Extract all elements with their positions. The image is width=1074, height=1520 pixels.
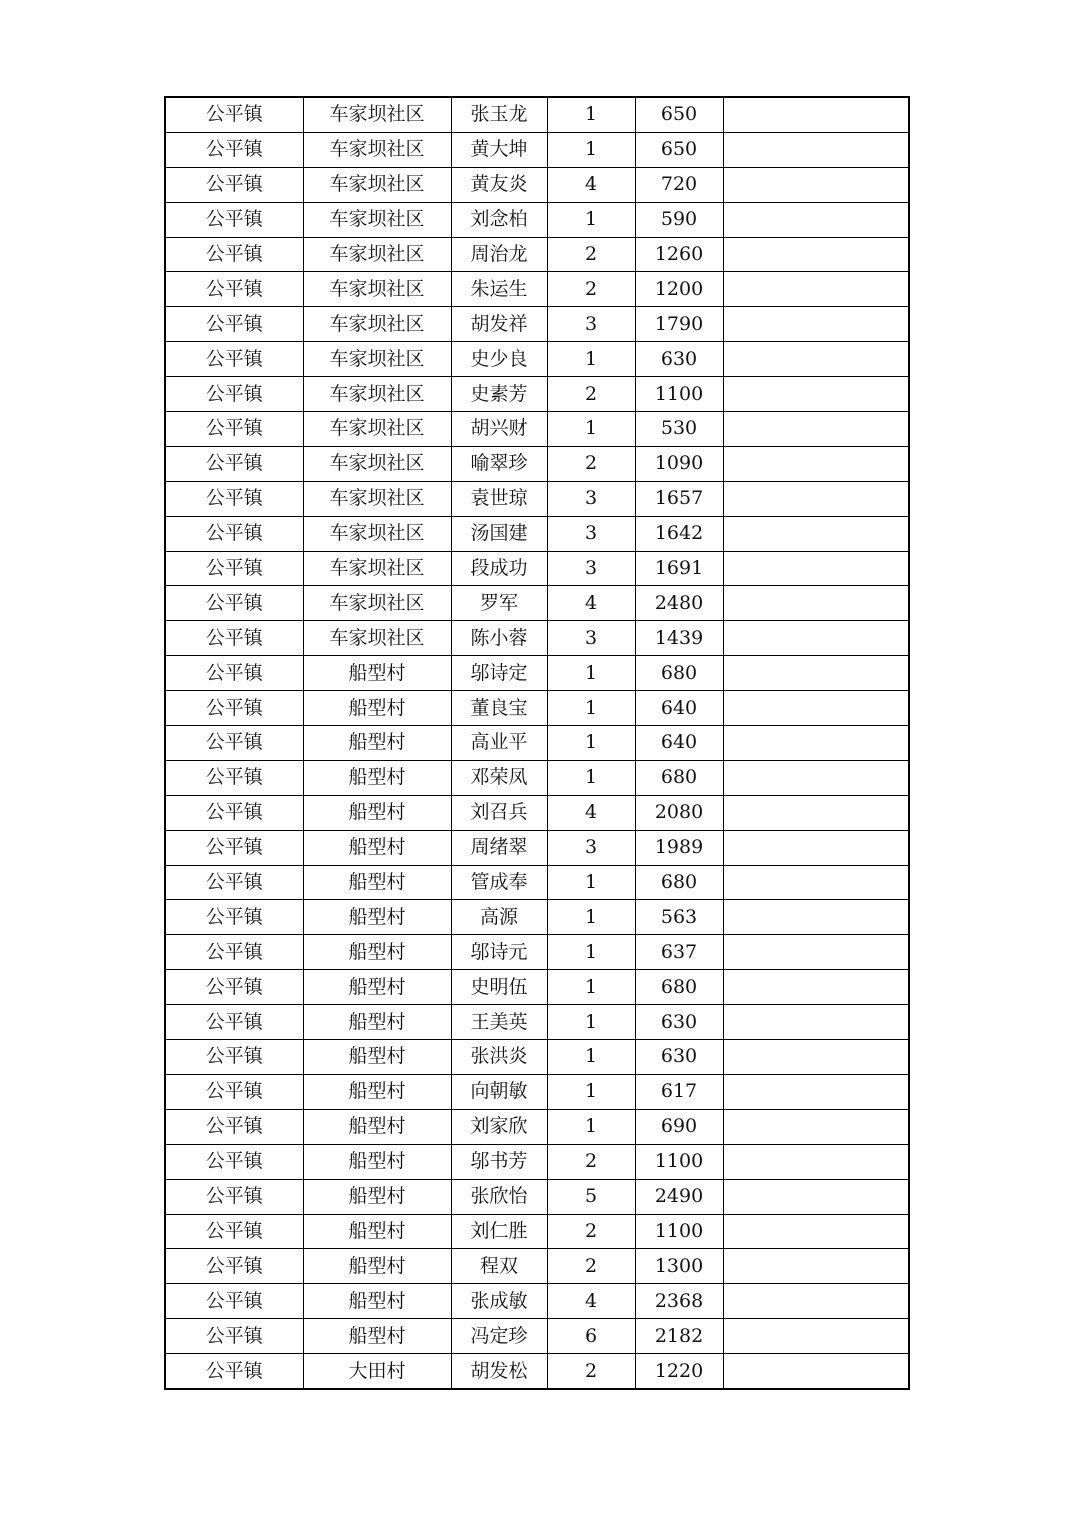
- village-cell: 大田村: [303, 1354, 451, 1389]
- village-cell: 船型村: [303, 1284, 451, 1319]
- amount-cell: 650: [635, 97, 723, 132]
- remark-cell: [723, 272, 909, 307]
- table-row: [165, 272, 909, 307]
- table-row: [165, 830, 909, 865]
- table-row: [165, 342, 909, 377]
- table-row: [165, 691, 909, 726]
- household-size-cell: 1: [547, 760, 635, 795]
- name-cell: 汤国建: [451, 516, 547, 551]
- village-cell: 船型村: [303, 795, 451, 830]
- table-row: [165, 1109, 909, 1144]
- amount-cell: 640: [635, 691, 723, 726]
- town-cell: 公平镇: [165, 551, 303, 586]
- name-cell: 刘念柏: [451, 202, 547, 237]
- amount-cell: 680: [635, 865, 723, 900]
- table-row: [165, 1074, 909, 1109]
- household-size-cell: 3: [547, 481, 635, 516]
- household-size-cell: 4: [547, 1284, 635, 1319]
- town-cell: 公平镇: [165, 481, 303, 516]
- household-size-cell: 2: [547, 1144, 635, 1179]
- records-table: [164, 96, 910, 1390]
- household-size-cell: 1: [547, 412, 635, 447]
- table-row: [165, 202, 909, 237]
- village-cell: 船型村: [303, 726, 451, 761]
- amount-cell: 2368: [635, 1284, 723, 1319]
- table-row: [165, 97, 909, 132]
- table-row: [165, 586, 909, 621]
- household-size-cell: 1: [547, 342, 635, 377]
- remark-cell: [723, 1354, 909, 1389]
- remark-cell: [723, 1040, 909, 1075]
- household-size-cell: 1: [547, 900, 635, 935]
- village-cell: 船型村: [303, 760, 451, 795]
- remark-cell: [723, 1005, 909, 1040]
- town-cell: 公平镇: [165, 1354, 303, 1389]
- amount-cell: 1790: [635, 307, 723, 342]
- table-row: [165, 551, 909, 586]
- amount-cell: 720: [635, 167, 723, 202]
- household-size-cell: 2: [547, 1249, 635, 1284]
- household-size-cell: 3: [547, 516, 635, 551]
- remark-cell: [723, 1319, 909, 1354]
- remark-cell: [723, 377, 909, 412]
- household-size-cell: 1: [547, 1040, 635, 1075]
- town-cell: 公平镇: [165, 97, 303, 132]
- town-cell: 公平镇: [165, 1005, 303, 1040]
- name-cell: 高源: [451, 900, 547, 935]
- town-cell: 公平镇: [165, 307, 303, 342]
- household-size-cell: 6: [547, 1319, 635, 1354]
- amount-cell: 1090: [635, 446, 723, 481]
- amount-cell: 2080: [635, 795, 723, 830]
- remark-cell: [723, 1214, 909, 1249]
- name-cell: 程双: [451, 1249, 547, 1284]
- amount-cell: 630: [635, 342, 723, 377]
- name-cell: 黄大坤: [451, 132, 547, 167]
- town-cell: 公平镇: [165, 795, 303, 830]
- remark-cell: [723, 726, 909, 761]
- town-cell: 公平镇: [165, 865, 303, 900]
- remark-cell: [723, 516, 909, 551]
- village-cell: 船型村: [303, 1144, 451, 1179]
- town-cell: 公平镇: [165, 1074, 303, 1109]
- name-cell: 向朝敏: [451, 1074, 547, 1109]
- remark-cell: [723, 1179, 909, 1214]
- town-cell: 公平镇: [165, 1249, 303, 1284]
- household-size-cell: 2: [547, 237, 635, 272]
- table-row: [165, 1214, 909, 1249]
- name-cell: 史素芳: [451, 377, 547, 412]
- amount-cell: 617: [635, 1074, 723, 1109]
- village-cell: 车家坝社区: [303, 621, 451, 656]
- table-row: [165, 237, 909, 272]
- village-cell: 车家坝社区: [303, 97, 451, 132]
- name-cell: 黄友炎: [451, 167, 547, 202]
- village-cell: 船型村: [303, 1005, 451, 1040]
- name-cell: 刘仁胜: [451, 1214, 547, 1249]
- amount-cell: 1691: [635, 551, 723, 586]
- name-cell: 刘家欣: [451, 1109, 547, 1144]
- amount-cell: 2490: [635, 1179, 723, 1214]
- name-cell: 邬诗元: [451, 935, 547, 970]
- household-size-cell: 2: [547, 1214, 635, 1249]
- village-cell: 船型村: [303, 1040, 451, 1075]
- remark-cell: [723, 935, 909, 970]
- town-cell: 公平镇: [165, 586, 303, 621]
- remark-cell: [723, 1249, 909, 1284]
- remark-cell: [723, 1109, 909, 1144]
- town-cell: 公平镇: [165, 377, 303, 412]
- town-cell: 公平镇: [165, 1179, 303, 1214]
- table-row: [165, 167, 909, 202]
- household-size-cell: 1: [547, 202, 635, 237]
- village-cell: 车家坝社区: [303, 342, 451, 377]
- name-cell: 史明伍: [451, 970, 547, 1005]
- remark-cell: [723, 97, 909, 132]
- village-cell: 车家坝社区: [303, 272, 451, 307]
- town-cell: 公平镇: [165, 1040, 303, 1075]
- village-cell: 车家坝社区: [303, 167, 451, 202]
- name-cell: 胡发祥: [451, 307, 547, 342]
- town-cell: 公平镇: [165, 691, 303, 726]
- town-cell: 公平镇: [165, 1109, 303, 1144]
- amount-cell: 1439: [635, 621, 723, 656]
- amount-cell: 563: [635, 900, 723, 935]
- amount-cell: 1100: [635, 1144, 723, 1179]
- amount-cell: 640: [635, 726, 723, 761]
- amount-cell: 1989: [635, 830, 723, 865]
- remark-cell: [723, 202, 909, 237]
- town-cell: 公平镇: [165, 516, 303, 551]
- name-cell: 罗军: [451, 586, 547, 621]
- name-cell: 邓荣凤: [451, 760, 547, 795]
- remark-cell: [723, 900, 909, 935]
- village-cell: 车家坝社区: [303, 586, 451, 621]
- household-size-cell: 1: [547, 1074, 635, 1109]
- table-row: [165, 1179, 909, 1214]
- name-cell: 喻翠珍: [451, 446, 547, 481]
- village-cell: 车家坝社区: [303, 307, 451, 342]
- village-cell: 车家坝社区: [303, 516, 451, 551]
- household-size-cell: 1: [547, 726, 635, 761]
- household-size-cell: 2: [547, 1354, 635, 1389]
- household-size-cell: 3: [547, 551, 635, 586]
- table-row: [165, 935, 909, 970]
- town-cell: 公平镇: [165, 167, 303, 202]
- name-cell: 王美英: [451, 1005, 547, 1040]
- name-cell: 段成功: [451, 551, 547, 586]
- remark-cell: [723, 446, 909, 481]
- name-cell: 胡发松: [451, 1354, 547, 1389]
- village-cell: 船型村: [303, 970, 451, 1005]
- town-cell: 公平镇: [165, 830, 303, 865]
- village-cell: 车家坝社区: [303, 551, 451, 586]
- village-cell: 车家坝社区: [303, 132, 451, 167]
- table-row: [165, 446, 909, 481]
- table-row: [165, 1040, 909, 1075]
- amount-cell: 590: [635, 202, 723, 237]
- table-row: [165, 1284, 909, 1319]
- household-size-cell: 3: [547, 830, 635, 865]
- amount-cell: 630: [635, 1040, 723, 1075]
- table-row: [165, 1144, 909, 1179]
- table-row: [165, 760, 909, 795]
- village-cell: 船型村: [303, 900, 451, 935]
- town-cell: 公平镇: [165, 726, 303, 761]
- amount-cell: 2480: [635, 586, 723, 621]
- name-cell: 董良宝: [451, 691, 547, 726]
- amount-cell: 630: [635, 1005, 723, 1040]
- remark-cell: [723, 132, 909, 167]
- town-cell: 公平镇: [165, 970, 303, 1005]
- records-table-body: [165, 97, 909, 1389]
- amount-cell: 690: [635, 1109, 723, 1144]
- remark-cell: [723, 760, 909, 795]
- village-cell: 车家坝社区: [303, 481, 451, 516]
- town-cell: 公平镇: [165, 202, 303, 237]
- name-cell: 管成奉: [451, 865, 547, 900]
- remark-cell: [723, 656, 909, 691]
- town-cell: 公平镇: [165, 621, 303, 656]
- remark-cell: [723, 830, 909, 865]
- remark-cell: [723, 1074, 909, 1109]
- table-row: [165, 132, 909, 167]
- village-cell: 船型村: [303, 1109, 451, 1144]
- name-cell: 邬书芳: [451, 1144, 547, 1179]
- amount-cell: 530: [635, 412, 723, 447]
- village-cell: 船型村: [303, 1249, 451, 1284]
- town-cell: 公平镇: [165, 272, 303, 307]
- table-row: [165, 481, 909, 516]
- amount-cell: 1642: [635, 516, 723, 551]
- town-cell: 公平镇: [165, 935, 303, 970]
- name-cell: 史少良: [451, 342, 547, 377]
- household-size-cell: 1: [547, 691, 635, 726]
- table-row: [165, 307, 909, 342]
- remark-cell: [723, 795, 909, 830]
- village-cell: 船型村: [303, 656, 451, 691]
- amount-cell: 680: [635, 760, 723, 795]
- household-size-cell: 2: [547, 272, 635, 307]
- household-size-cell: 3: [547, 621, 635, 656]
- village-cell: 车家坝社区: [303, 237, 451, 272]
- remark-cell: [723, 342, 909, 377]
- town-cell: 公平镇: [165, 132, 303, 167]
- remark-cell: [723, 586, 909, 621]
- town-cell: 公平镇: [165, 656, 303, 691]
- table-row: [165, 1005, 909, 1040]
- village-cell: 船型村: [303, 1179, 451, 1214]
- household-size-cell: 4: [547, 795, 635, 830]
- name-cell: 张玉龙: [451, 97, 547, 132]
- household-size-cell: 2: [547, 377, 635, 412]
- table-row: [165, 865, 909, 900]
- remark-cell: [723, 412, 909, 447]
- town-cell: 公平镇: [165, 237, 303, 272]
- table-row: [165, 1249, 909, 1284]
- household-size-cell: 1: [547, 132, 635, 167]
- village-cell: 船型村: [303, 830, 451, 865]
- household-size-cell: 1: [547, 865, 635, 900]
- village-cell: 船型村: [303, 865, 451, 900]
- village-cell: 车家坝社区: [303, 412, 451, 447]
- table-row: [165, 377, 909, 412]
- amount-cell: 1200: [635, 272, 723, 307]
- name-cell: 胡兴财: [451, 412, 547, 447]
- name-cell: 朱运生: [451, 272, 547, 307]
- village-cell: 船型村: [303, 1214, 451, 1249]
- name-cell: 高业平: [451, 726, 547, 761]
- table-row: [165, 1319, 909, 1354]
- amount-cell: 680: [635, 970, 723, 1005]
- household-size-cell: 3: [547, 307, 635, 342]
- village-cell: 车家坝社区: [303, 446, 451, 481]
- amount-cell: 680: [635, 656, 723, 691]
- household-size-cell: 1: [547, 97, 635, 132]
- remark-cell: [723, 167, 909, 202]
- name-cell: 刘召兵: [451, 795, 547, 830]
- household-size-cell: 5: [547, 1179, 635, 1214]
- table-row: [165, 516, 909, 551]
- name-cell: 陈小蓉: [451, 621, 547, 656]
- table-row: [165, 970, 909, 1005]
- table-row: [165, 726, 909, 761]
- household-size-cell: 1: [547, 656, 635, 691]
- amount-cell: 1100: [635, 1214, 723, 1249]
- remark-cell: [723, 237, 909, 272]
- village-cell: 船型村: [303, 1319, 451, 1354]
- remark-cell: [723, 970, 909, 1005]
- household-size-cell: 1: [547, 935, 635, 970]
- village-cell: 船型村: [303, 691, 451, 726]
- village-cell: 车家坝社区: [303, 202, 451, 237]
- table-row: [165, 656, 909, 691]
- amount-cell: 1300: [635, 1249, 723, 1284]
- name-cell: 张成敏: [451, 1284, 547, 1319]
- name-cell: 周绪翠: [451, 830, 547, 865]
- household-size-cell: 4: [547, 167, 635, 202]
- remark-cell: [723, 1144, 909, 1179]
- table-row: [165, 795, 909, 830]
- name-cell: 冯定珍: [451, 1319, 547, 1354]
- household-size-cell: 1: [547, 1109, 635, 1144]
- town-cell: 公平镇: [165, 1319, 303, 1354]
- amount-cell: 1220: [635, 1354, 723, 1389]
- village-cell: 船型村: [303, 1074, 451, 1109]
- name-cell: 张欣怡: [451, 1179, 547, 1214]
- amount-cell: 637: [635, 935, 723, 970]
- remark-cell: [723, 691, 909, 726]
- table-row: [165, 1354, 909, 1389]
- household-size-cell: 1: [547, 970, 635, 1005]
- amount-cell: 1657: [635, 481, 723, 516]
- town-cell: 公平镇: [165, 760, 303, 795]
- household-size-cell: 1: [547, 1005, 635, 1040]
- remark-cell: [723, 551, 909, 586]
- remark-cell: [723, 481, 909, 516]
- household-size-cell: 2: [547, 446, 635, 481]
- village-cell: 船型村: [303, 935, 451, 970]
- amount-cell: 1100: [635, 377, 723, 412]
- table-row: [165, 412, 909, 447]
- town-cell: 公平镇: [165, 1214, 303, 1249]
- town-cell: 公平镇: [165, 900, 303, 935]
- name-cell: 张洪炎: [451, 1040, 547, 1075]
- name-cell: 邬诗定: [451, 656, 547, 691]
- name-cell: 周治龙: [451, 237, 547, 272]
- remark-cell: [723, 307, 909, 342]
- amount-cell: 2182: [635, 1319, 723, 1354]
- amount-cell: 1260: [635, 237, 723, 272]
- town-cell: 公平镇: [165, 1144, 303, 1179]
- amount-cell: 650: [635, 132, 723, 167]
- name-cell: 袁世琼: [451, 481, 547, 516]
- town-cell: 公平镇: [165, 412, 303, 447]
- town-cell: 公平镇: [165, 342, 303, 377]
- remark-cell: [723, 621, 909, 656]
- remark-cell: [723, 1284, 909, 1319]
- remark-cell: [723, 865, 909, 900]
- town-cell: 公平镇: [165, 1284, 303, 1319]
- town-cell: 公平镇: [165, 446, 303, 481]
- table-row: [165, 621, 909, 656]
- household-size-cell: 4: [547, 586, 635, 621]
- village-cell: 车家坝社区: [303, 377, 451, 412]
- table-row: [165, 900, 909, 935]
